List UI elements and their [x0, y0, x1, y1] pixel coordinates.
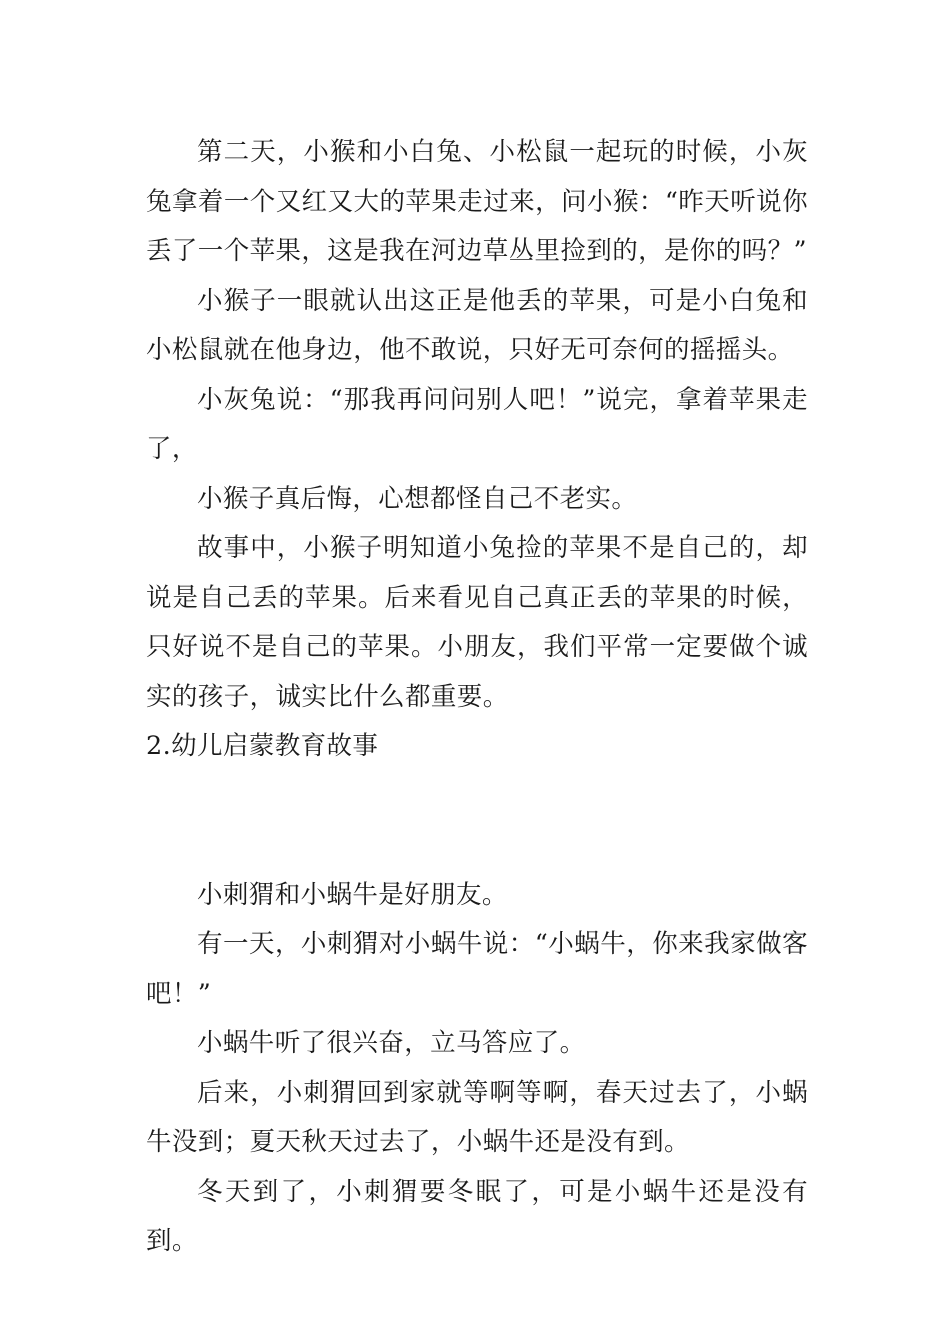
section-spacer [146, 772, 808, 871]
paragraph-story2-1: 小刺猬和小蜗牛是好朋友。 [197, 879, 508, 910]
paragraph-story1-3: 小灰兔说：“那我再问问别人吧！”说完，拿着苹果走了， [146, 384, 808, 464]
paragraph-story2-4: 后来，小刺猬回到家就等啊等啊，春天过去了，小蜗牛没到；夏天秋天过去了，小蜗牛还是没有到。 [146, 1077, 808, 1157]
paragraph-story1-4: 小猴子真后悔，心想都怪自己不老实。 [197, 483, 638, 514]
paragraph-story2-5: 冬天到了，小刺猬要冬眠了，可是小蜗牛还是没有到。 [146, 1176, 808, 1256]
section-heading: 2.幼儿启蒙教育故事 [146, 731, 379, 761]
paragraph-story2-2: 有一天，小刺猬对小蜗牛说：“小蜗牛，你来我家做客吧！” [146, 929, 808, 1009]
document-body [146, 128, 808, 1267]
paragraph-story2-3: 小蜗牛听了很兴奋，立马答应了。 [197, 1028, 586, 1058]
paragraph-story1-moral: 故事中，小猴子明知道小兔捡的苹果不是自己的，却说是自己丢的苹果。后来看见自己真正丢的苹果的时候，只好说不是自己的苹果。小朋友，我们平常一定要做个诚实的孩子，诚实比什么都重要。 [146, 533, 808, 712]
paragraph-story1-1: 第二天，小猴和小白兔、小松鼠一起玩的时候，小灰兔拿着一个又红又大的苹果走过来，问小猴：“昨天听说你丢了一个苹果，这是我在河边草丛里捡到的，是你的吗？” [146, 137, 808, 266]
paragraph-story1-2: 小猴子一眼就认出这正是他丢的苹果，可是小白兔和小松鼠就在他身边，他不敢说，只好无可奈何的摇摇头。 [146, 285, 808, 365]
